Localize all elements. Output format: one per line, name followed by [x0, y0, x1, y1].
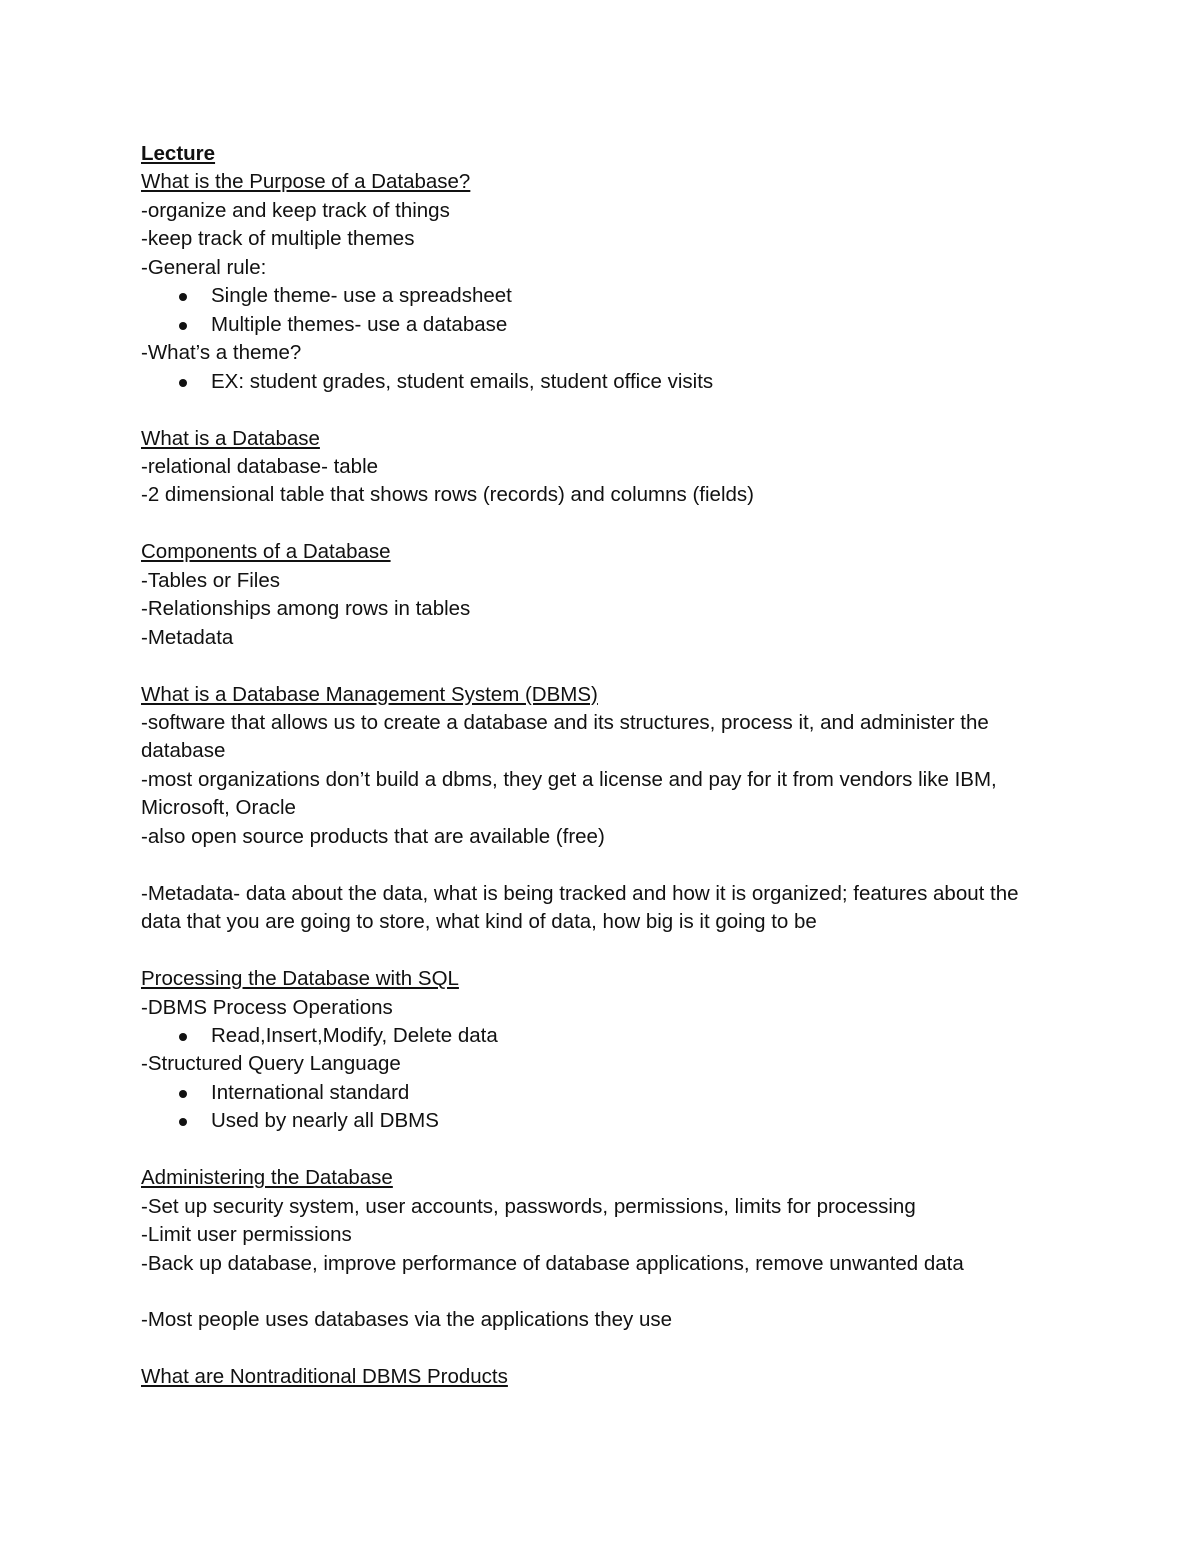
text-line: -What’s a theme? [141, 341, 302, 365]
text-line: -2 dimensional table that shows rows (records) and columns (fields) [141, 483, 754, 507]
bullet-text: Multiple themes- use a database [211, 312, 508, 336]
section-heading: Processing the Database with SQL [141, 967, 459, 991]
bullet-dot-icon [179, 379, 187, 387]
blank-line [141, 1335, 1061, 1363]
bullet-dot-icon [179, 1090, 187, 1098]
blank-line [141, 1278, 1061, 1306]
blank-line [141, 396, 1061, 424]
bullet-dot-icon [179, 322, 187, 330]
document-title: Lecture [141, 142, 216, 165]
bullet-item [141, 282, 1061, 310]
section-heading: Administering the Database [141, 1166, 393, 1190]
blank-line [141, 937, 1061, 965]
blank-line [141, 652, 1061, 680]
section-heading: What is a Database Management System (DBMS) [141, 682, 598, 706]
bullet-dot-icon [179, 293, 187, 301]
bullet-text: Read,Insert,Modify, Delete data [211, 1023, 498, 1047]
text-line: -Back up database, improve performance of database applications, remove unwanted data [141, 1251, 964, 1275]
text-line: -most organizations don’t build a dbms, they get a license and pay for it from vendors like IBM, Microsoft, Oracle [141, 767, 1003, 820]
section-heading: What are Nontraditional DBMS Products [141, 1365, 508, 1389]
bullet-text: Single theme- use a spreadsheet [211, 284, 512, 308]
document-body [141, 140, 1061, 1392]
text-line: -General rule: [141, 255, 267, 279]
bullet-dot-icon [179, 1033, 187, 1041]
bullet-text: EX: student grades, student emails, student office visits [211, 369, 714, 393]
bullet-dot-icon [179, 1118, 187, 1126]
text-line: -Metadata- data about the data, what is being tracked and how it is organized; features about the data that you are going to store, what kind of data, how big is it going to be [141, 881, 1025, 934]
blank-line [141, 1136, 1061, 1164]
bullet-item [141, 311, 1061, 339]
text-line: -Metadata [141, 625, 234, 649]
text-line: -Limit user permissions [141, 1223, 352, 1247]
section-heading: What is a Database [141, 426, 320, 450]
bullet-item [141, 368, 1061, 396]
bullet-item [141, 1079, 1061, 1107]
text-line: -Relationships among rows in tables [141, 597, 471, 621]
blank-line [141, 510, 1061, 538]
text-line: -organize and keep track of things [141, 198, 450, 222]
text-line: -Most people uses databases via the applications they use [141, 1308, 673, 1332]
blank-line [141, 851, 1061, 879]
text-line: -Tables or Files [141, 568, 280, 592]
text-line: -also open source products that are available (free) [141, 824, 605, 848]
bullet-item [141, 1022, 1061, 1050]
text-line: -Structured Query Language [141, 1052, 401, 1076]
section-heading: Components of a Database [141, 540, 391, 564]
bullet-item [141, 1107, 1061, 1135]
section-heading: What is the Purpose of a Database? [141, 170, 471, 194]
bullet-text: International standard [211, 1080, 410, 1104]
text-line: -DBMS Process Operations [141, 995, 393, 1019]
bullet-text: Used by nearly all DBMS [211, 1109, 439, 1133]
text-line: -relational database- table [141, 454, 379, 478]
text-line: -keep track of multiple themes [141, 227, 415, 251]
text-line: -software that allows us to create a database and its structures, process it, and administer the database [141, 711, 995, 763]
text-line: -Set up security system, user accounts, passwords, permissions, limits for processing [141, 1194, 916, 1218]
